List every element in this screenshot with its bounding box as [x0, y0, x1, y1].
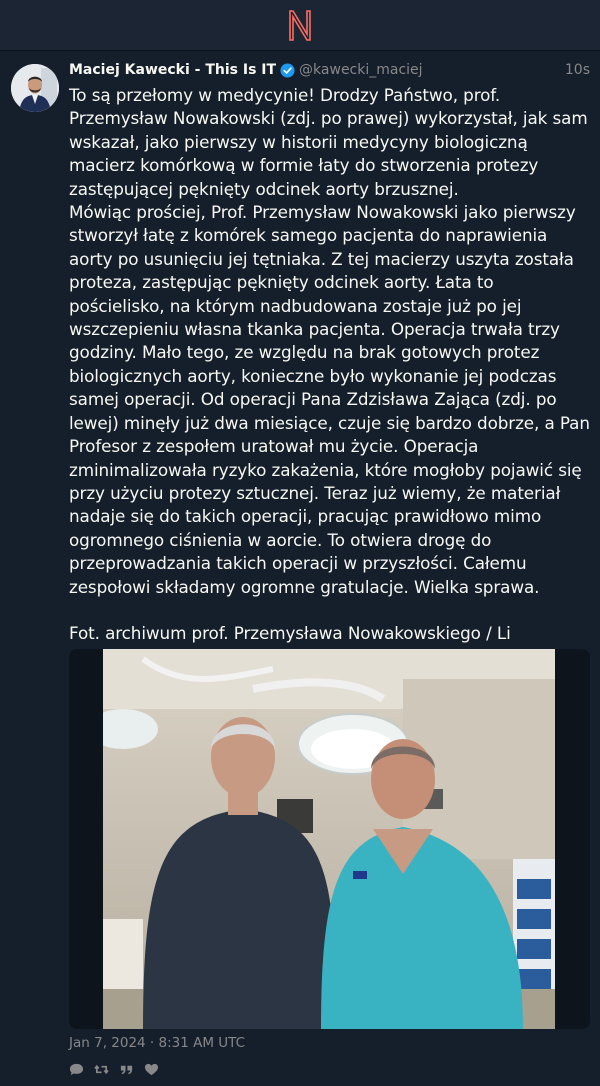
tweet: [0, 50, 600, 1086]
top-nav-bar: [0, 0, 600, 51]
tweet-header: [69, 60, 590, 80]
tweet-photo[interactable]: [103, 649, 555, 1029]
avatar[interactable]: [11, 64, 59, 112]
comment-icon[interactable]: [69, 1062, 84, 1077]
verified-badge-icon: [280, 63, 295, 78]
tweet-time-ago[interactable]: 10s: [564, 62, 590, 78]
tweet-media[interactable]: [69, 649, 590, 1029]
tweet-stats: [69, 1060, 159, 1078]
heart-icon[interactable]: [144, 1062, 159, 1077]
retweet-icon[interactable]: [94, 1062, 109, 1077]
author-username[interactable]: @kawecki_maciej: [299, 62, 423, 78]
author-fullname[interactable]: Maciej Kawecki - This Is IT: [69, 62, 277, 78]
tweet-date[interactable]: Jan 7, 2024 · 8:31 AM UTC: [69, 1035, 246, 1051]
tweet-text: To są przełomy w medycynie! Drodzy Państwo, prof. Przemysław Nowakowski (zdj. po prawej) wykorzystał, jak sam wskazał, jako pierwszy w historii medycyny biologiczną macierz komórkową w formie łaty do stworzenia protezy zastępującej pęknięty odcinek aorty brzusznej. Mówiąc prościej, Prof. Przemysław Nowakowski jako pierwszy stworzył łatę z komórek samego pacjenta do naprawienia aorty po usunięciu jej tętniaka. Z tej macierzy uszyta została proteza, zastępując pęknięty odcinek aorty. Łata to pościelisko, na którym nadbudowana zostaje już po jej wszczepieniu własna tkanka pacjenta. Operacja trwała trzy godziny. Mało tego, ze względu na brak gotowych protez biologicznych aorty, konieczne było wykonanie jej podczas samej operacji. Od operacji Pana Zdzisława Zająca (zdj. po lewej) minęły już dwa miesiące, czuje się bardzo dobrze, a Pan Profesor z zespołem uratował mu życie. Operacja zminimalizowała ryzyko zakażenia, które mogłoby pojawić się przy użyciu protezy sztucznej. Teraz już wiemy, że materiał nadaje się do takich operacji, pracując prawidłowo mimo ogromnego ciśnienia w aorcie. To otwiera drogę do przeprowadzania takich operacji w przyszłości. Całemu zespołowi składamy ogromne gratulacje. Wielka sprawa. Fot. archiwum prof. Przemysława Nowakowskiego / Li: [69, 85, 590, 644]
avatar-photo: [11, 64, 59, 112]
quote-icon[interactable]: [119, 1062, 134, 1077]
nitter-logo-icon[interactable]: [286, 8, 314, 42]
